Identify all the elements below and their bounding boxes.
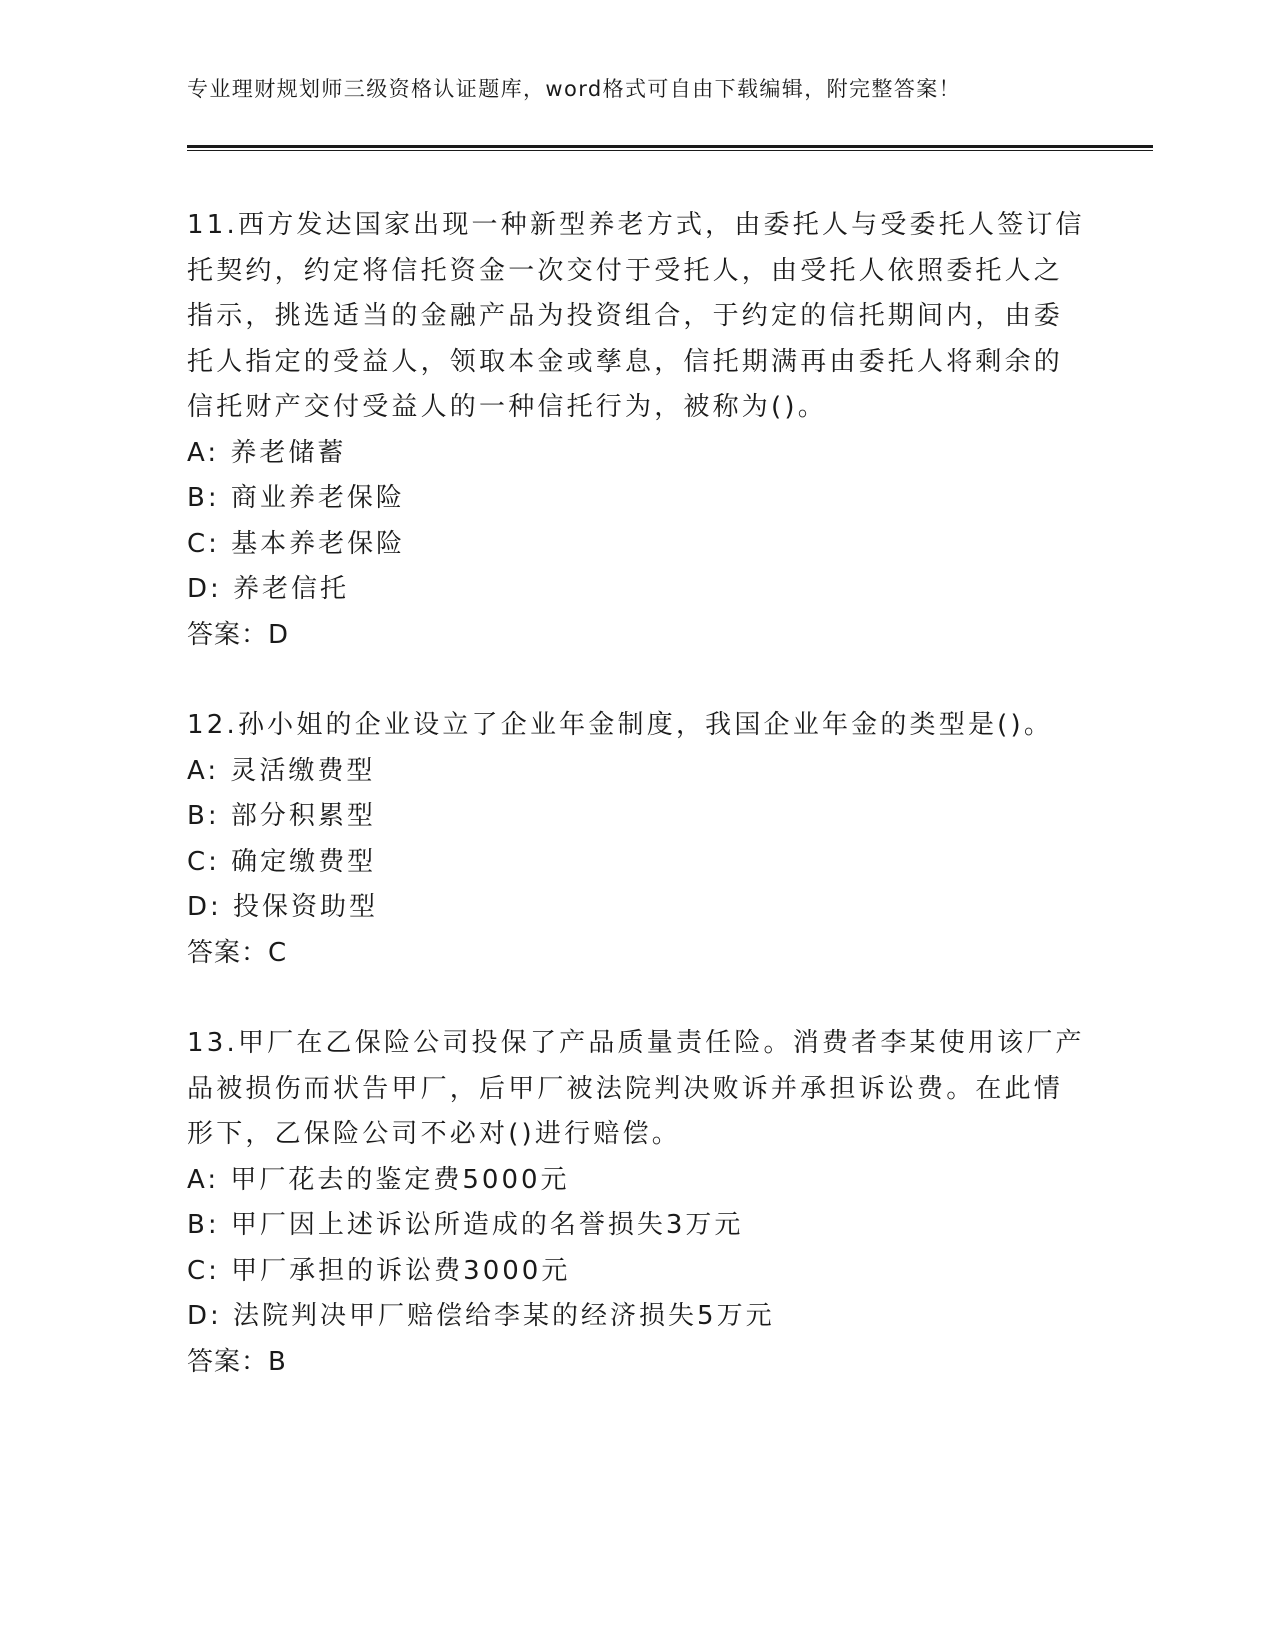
- option-c: C: 基本养老保险: [187, 528, 406, 559]
- option-c: C: 甲厂承担的诉讼费3000元: [187, 1255, 571, 1286]
- option-d: D: 法院判决甲厂赔偿给李某的经济损失5万元: [187, 1301, 775, 1331]
- question-stem-line: 13.甲厂在乙保险公司投保了产品质量责任险。消费者李某使用该厂产: [187, 1028, 1085, 1058]
- question-stem-line: 托人指定的受益人，领取本金或孳息，信托期满再由委托人将剩余的: [187, 346, 1064, 377]
- option-b: B: 部分积累型: [187, 801, 376, 831]
- answer: 答案：B: [187, 1346, 287, 1377]
- question-stem-line: 11.西方发达国家出现一种新型养老方式，由委托人与受委托人签订信: [187, 210, 1085, 240]
- question-12: [187, 703, 1087, 976]
- option-d: D: 养老信托: [187, 574, 350, 604]
- question-stem-line: 形下，乙保险公司不必对()进行赔偿。: [187, 1119, 681, 1149]
- option-b: B: 商业养老保险: [187, 483, 405, 513]
- option-a: A: 灵活缴费型: [187, 755, 376, 786]
- question-11: [187, 203, 1087, 658]
- header-rule-thick: [187, 145, 1153, 148]
- question-stem-line: 指示，挑选适当的金融产品为投资组合，于约定的信托期间内，由委: [187, 301, 1064, 331]
- question-gap: [187, 976, 1087, 1021]
- question-gap: [187, 658, 1087, 703]
- question-list: [187, 203, 1087, 1385]
- answer: 答案：C: [187, 937, 288, 968]
- question-stem-line: 品被损伤而状告甲厂，后甲厂被法院判决败诉并承担诉讼费。在此情: [187, 1073, 1064, 1104]
- question-stem-line: 12.孙小姐的企业设立了企业年金制度，我国企业年金的类型是()。: [187, 710, 1054, 740]
- question-13: [187, 1021, 1087, 1385]
- question-stem-line: 信托财产交付受益人的一种信托行为，被称为()。: [187, 392, 827, 422]
- option-a: A: 养老储蓄: [187, 437, 347, 468]
- option-a: A: 甲厂花去的鉴定费5000元: [187, 1164, 570, 1195]
- option-d: D: 投保资助型: [187, 892, 379, 922]
- question-stem-line: 托契约，约定将信托资金一次交付于受托人，由受托人依照委托人之: [187, 255, 1064, 286]
- option-b: B: 甲厂因上述诉讼所造成的名誉损失3万元: [187, 1210, 744, 1240]
- header-rule-thin: [187, 150, 1153, 151]
- option-c: C: 确定缴费型: [187, 846, 377, 877]
- answer: 答案：D: [187, 619, 290, 650]
- page-header: 专业理财规划师三级资格认证题库，word格式可自由下载编辑，附完整答案！: [187, 77, 962, 101]
